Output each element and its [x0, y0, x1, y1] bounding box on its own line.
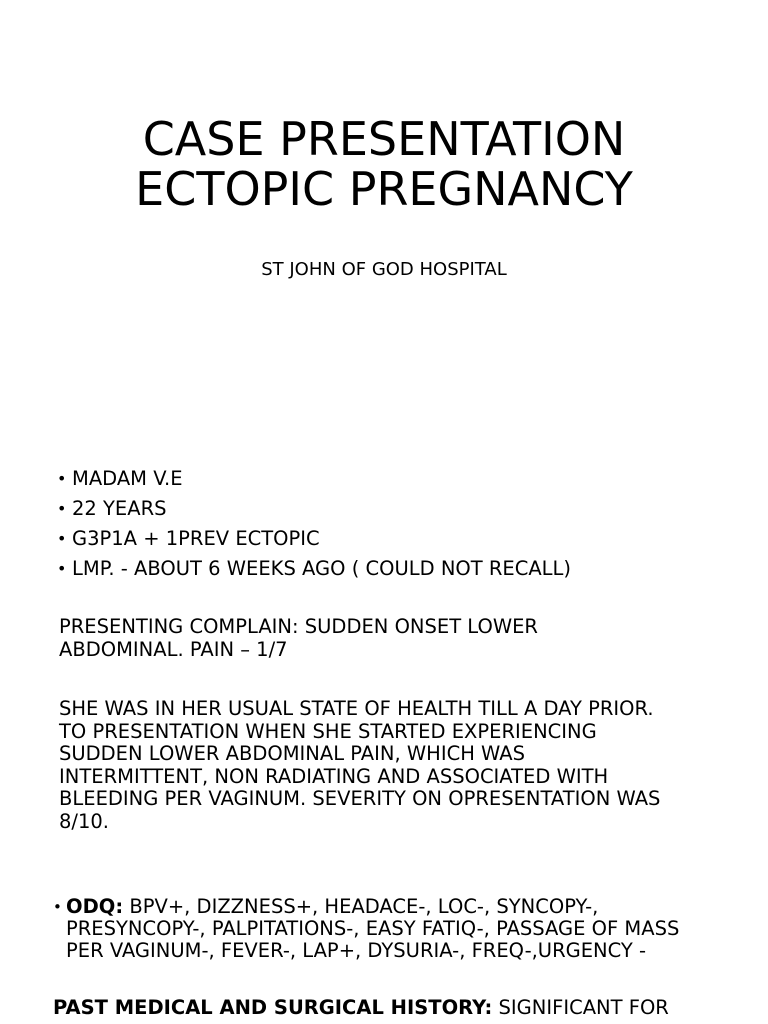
history-line: INTERMITTENT, NON RADIATING AND ASSOCIATED WITH [59, 764, 609, 788]
history-line: BLEEDING PER VAGINUM. SEVERITY ON OPRESENTATION WAS [59, 787, 661, 810]
past-history-section [53, 997, 733, 1019]
page-title [0, 114, 768, 214]
patient-obstetric-history: • G3P1A + 1PREV ECTOPIC [57, 524, 571, 554]
odq-line-3: PER VAGINUM-, FEVER-, LAP+, DYSURIA-, FREQ-,URGENCY - [66, 939, 647, 962]
bullet-icon: • [53, 898, 62, 916]
patient-name: • MADAM V.E [57, 464, 571, 494]
patient-details-list [57, 464, 571, 584]
odq-label: ODQ: [66, 895, 124, 918]
title-line-2: ECTOPIC PREGNANCY [135, 162, 633, 216]
presenting-complaint-line-1: PRESENTING COMPLAIN: SUDDEN ONSET LOWER [59, 615, 538, 638]
history-line: SHE WAS IN HER USUAL STATE OF HEALTH TILL A DAY PRIOR. [59, 697, 654, 720]
history-line: SUDDEN LOWER ABDOMINAL PAIN, WHICH WAS [59, 742, 525, 765]
odq-line-2: PRESYNCOPY-, PALPITATIONS-, EASY FATIQ-, PASSAGE OF MASS [66, 917, 680, 940]
hospital-subtitle: ST JOHN OF GOD HOSPITAL [261, 259, 507, 280]
history-of-present-illness [59, 698, 714, 833]
patient-lmp: • LMP. - ABOUT 6 WEEKS AGO ( COULD NOT RECALL) [57, 554, 571, 584]
title-line-1: CASE PRESENTATION [142, 112, 626, 166]
odq-line-1: BPV+, DIZZNESS+, HEADACE-, LOC-, SYNCOPY-, [123, 895, 599, 918]
past-history-label: PAST MEDICAL AND SURGICAL HISTORY: [53, 996, 493, 1019]
odq-section [53, 896, 736, 962]
presenting-complaint-line-2: ABDOMINAL. PAIN – 1/7 [59, 637, 288, 661]
past-history-text: SIGNIFICANT FOR [492, 996, 669, 1019]
history-line: 8/10. [59, 809, 109, 833]
presenting-complaint [59, 616, 714, 661]
patient-age: • 22 YEARS [57, 494, 571, 524]
history-line: TO PRESENTATION WHEN SHE STARTED EXPERIENCING [59, 719, 597, 743]
